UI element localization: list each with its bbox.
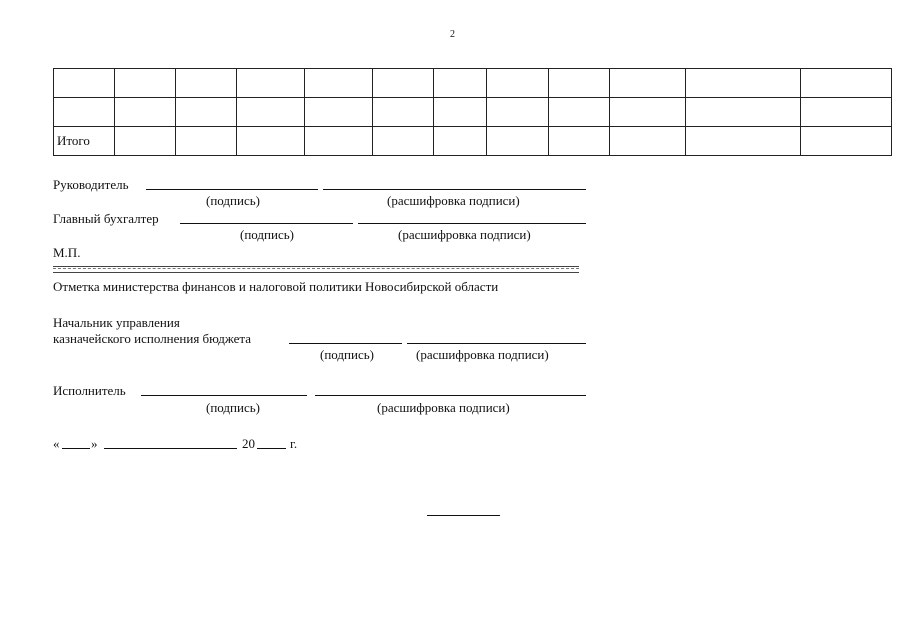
- table-cell: [237, 127, 305, 156]
- table-cell: [548, 69, 609, 98]
- table-cell: [305, 69, 373, 98]
- table-row: [54, 98, 892, 127]
- table-cell: [609, 69, 685, 98]
- head-signature-hint: (подпись): [206, 193, 260, 208]
- table-cell: [54, 69, 115, 98]
- page-number: 2: [450, 29, 455, 40]
- table-cell: [373, 98, 434, 127]
- ministry-mark: Отметка министерства финансов и налоговой политики Новосибирской области: [53, 279, 499, 294]
- table-cell: [800, 127, 891, 156]
- table-cell: [609, 98, 685, 127]
- seal-label: М.П.: [53, 245, 81, 260]
- treasury-signature-hint: (подпись): [320, 347, 374, 362]
- chief-accountant-label: Главный бухгалтер: [53, 211, 159, 226]
- table-cell: [800, 69, 891, 98]
- chief-accountant-decoding-line[interactable]: [358, 223, 586, 224]
- chief-accountant-decoding-hint: (расшифровка подписи): [398, 227, 531, 242]
- separator-line: [53, 266, 579, 273]
- table-cell: [548, 127, 609, 156]
- treasury-head-line1: Начальник управления: [53, 315, 180, 330]
- head-decoding-line[interactable]: [323, 189, 586, 190]
- total-label: Итого: [54, 127, 115, 156]
- report-table: [53, 68, 892, 156]
- executor-decoding-hint: (расшифровка подписи): [377, 400, 510, 415]
- table-cell: [373, 69, 434, 98]
- table-cell: [434, 69, 487, 98]
- table-cell: [373, 127, 434, 156]
- date-year-prefix: 20: [242, 436, 255, 451]
- table-cell: [305, 98, 373, 127]
- table-row: [54, 69, 892, 98]
- table-cell: [305, 127, 373, 156]
- table-cell: [115, 127, 176, 156]
- date-year-field[interactable]: [257, 448, 286, 449]
- table-cell: [685, 98, 800, 127]
- table-cell: [685, 127, 800, 156]
- executor-signature-line[interactable]: [141, 395, 307, 396]
- table-cell: [176, 127, 237, 156]
- table-cell: [54, 98, 115, 127]
- date-year-suffix: г.: [290, 436, 298, 451]
- date-day-field[interactable]: [62, 448, 90, 449]
- head-signature-line[interactable]: [146, 189, 318, 190]
- table-cell: [434, 98, 487, 127]
- table-cell: [487, 69, 548, 98]
- table-cell: [685, 69, 800, 98]
- chief-accountant-signature-line[interactable]: [180, 223, 353, 224]
- table-cell: [609, 127, 685, 156]
- table-cell: [487, 98, 548, 127]
- executor-signature-hint: (подпись): [206, 400, 260, 415]
- table-cell: [434, 127, 487, 156]
- treasury-decoding-line[interactable]: [407, 343, 586, 344]
- table-cell: [237, 98, 305, 127]
- table-cell: [487, 127, 548, 156]
- date-close-quote: »: [91, 436, 98, 451]
- table-row-total: [54, 127, 892, 156]
- table-cell: [115, 69, 176, 98]
- treasury-signature-line[interactable]: [289, 343, 402, 344]
- table-cell: [800, 98, 891, 127]
- closing-line: [427, 515, 500, 516]
- executor-decoding-line[interactable]: [315, 395, 586, 396]
- head-decoding-hint: (расшифровка подписи): [387, 193, 520, 208]
- table-cell: [176, 98, 237, 127]
- executor-label: Исполнитель: [53, 383, 126, 398]
- table-cell: [115, 98, 176, 127]
- table-cell: [548, 98, 609, 127]
- date-open-quote: «: [53, 436, 60, 451]
- treasury-decoding-hint: (расшифровка подписи): [416, 347, 549, 362]
- table-cell: [176, 69, 237, 98]
- treasury-head-line2: казначейского исполнения бюджета: [53, 331, 252, 346]
- table-cell: [237, 69, 305, 98]
- head-label: Руководитель: [53, 177, 129, 192]
- date-month-field[interactable]: [104, 448, 237, 449]
- chief-accountant-signature-hint: (подпись): [240, 227, 294, 242]
